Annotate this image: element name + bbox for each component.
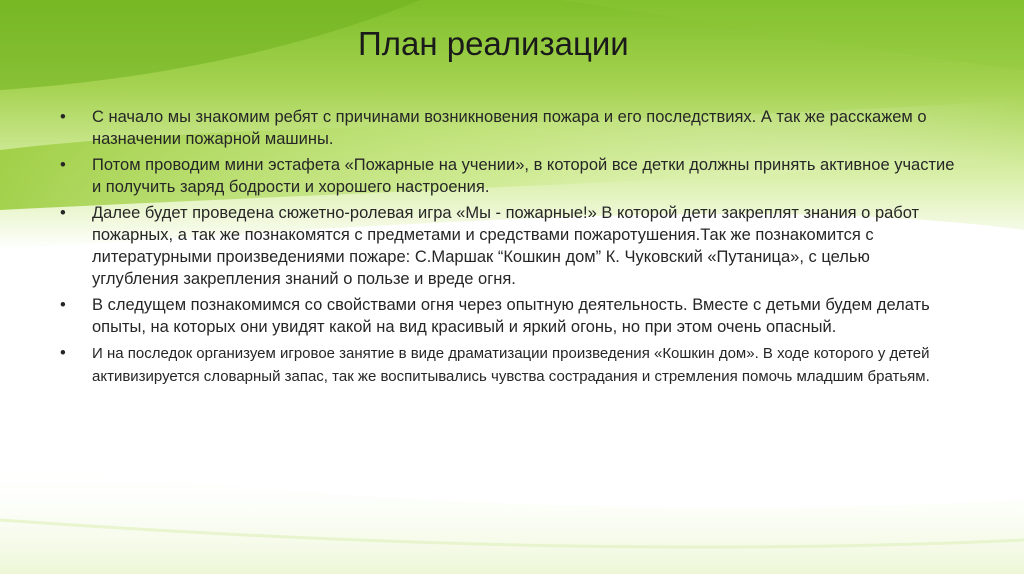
- list-item-text: С начало мы знакомим ребят с причинами возникновения пожара и его последствиях. А так же расскажем о назначении пожарной машины.: [92, 108, 927, 148]
- slide-title: План реализации: [358, 25, 629, 62]
- bullet-marker: •: [60, 344, 66, 362]
- list-item-text: Потом проводим мини эстафета «Пожарные на учении», в которой все детки должны принять активное участие и получить заряд бодрости и хорошего настроения.: [92, 156, 955, 196]
- list-item-text: В следущем познакомимся со свойствами огня через опытную деятельность. Вместе с детьми будем делать опыты, на которых они увидят какой на вид красивый и яркий огонь, но при этом очень опасный.: [92, 296, 930, 336]
- list-item: [60, 154, 960, 198]
- list-item: [60, 106, 960, 150]
- list-item-text: И на последок организуем игровое занятие в виде драматизации произведения «Кошкин дом». В ходе которого у детей активизируется словарный запас, так же воспитывались чувства сострадания и стремления помочь младшим братьям.: [92, 345, 930, 385]
- bullet-marker: •: [60, 296, 66, 314]
- list-item: [60, 294, 960, 338]
- bullet-marker: •: [60, 156, 66, 174]
- bullet-list: [60, 106, 960, 392]
- list-item: [60, 202, 960, 290]
- list-item-text: Далее будет проведена сюжетно-ролевая игра «Мы - пожарные!» В которой дети закреплят знания о работ пожарных, а так же познакомятся с предметами и средствами пожаротушения.Так же познакомится с литературными произведениями пожаре: С.Маршак “Кошкин дом” К. Чуковский «Путаница», с целью углубления закрепления знаний о пользе и вреде огня.: [92, 204, 920, 288]
- list-item: [60, 342, 960, 388]
- bullet-marker: •: [60, 108, 66, 126]
- bullet-marker: •: [60, 204, 66, 222]
